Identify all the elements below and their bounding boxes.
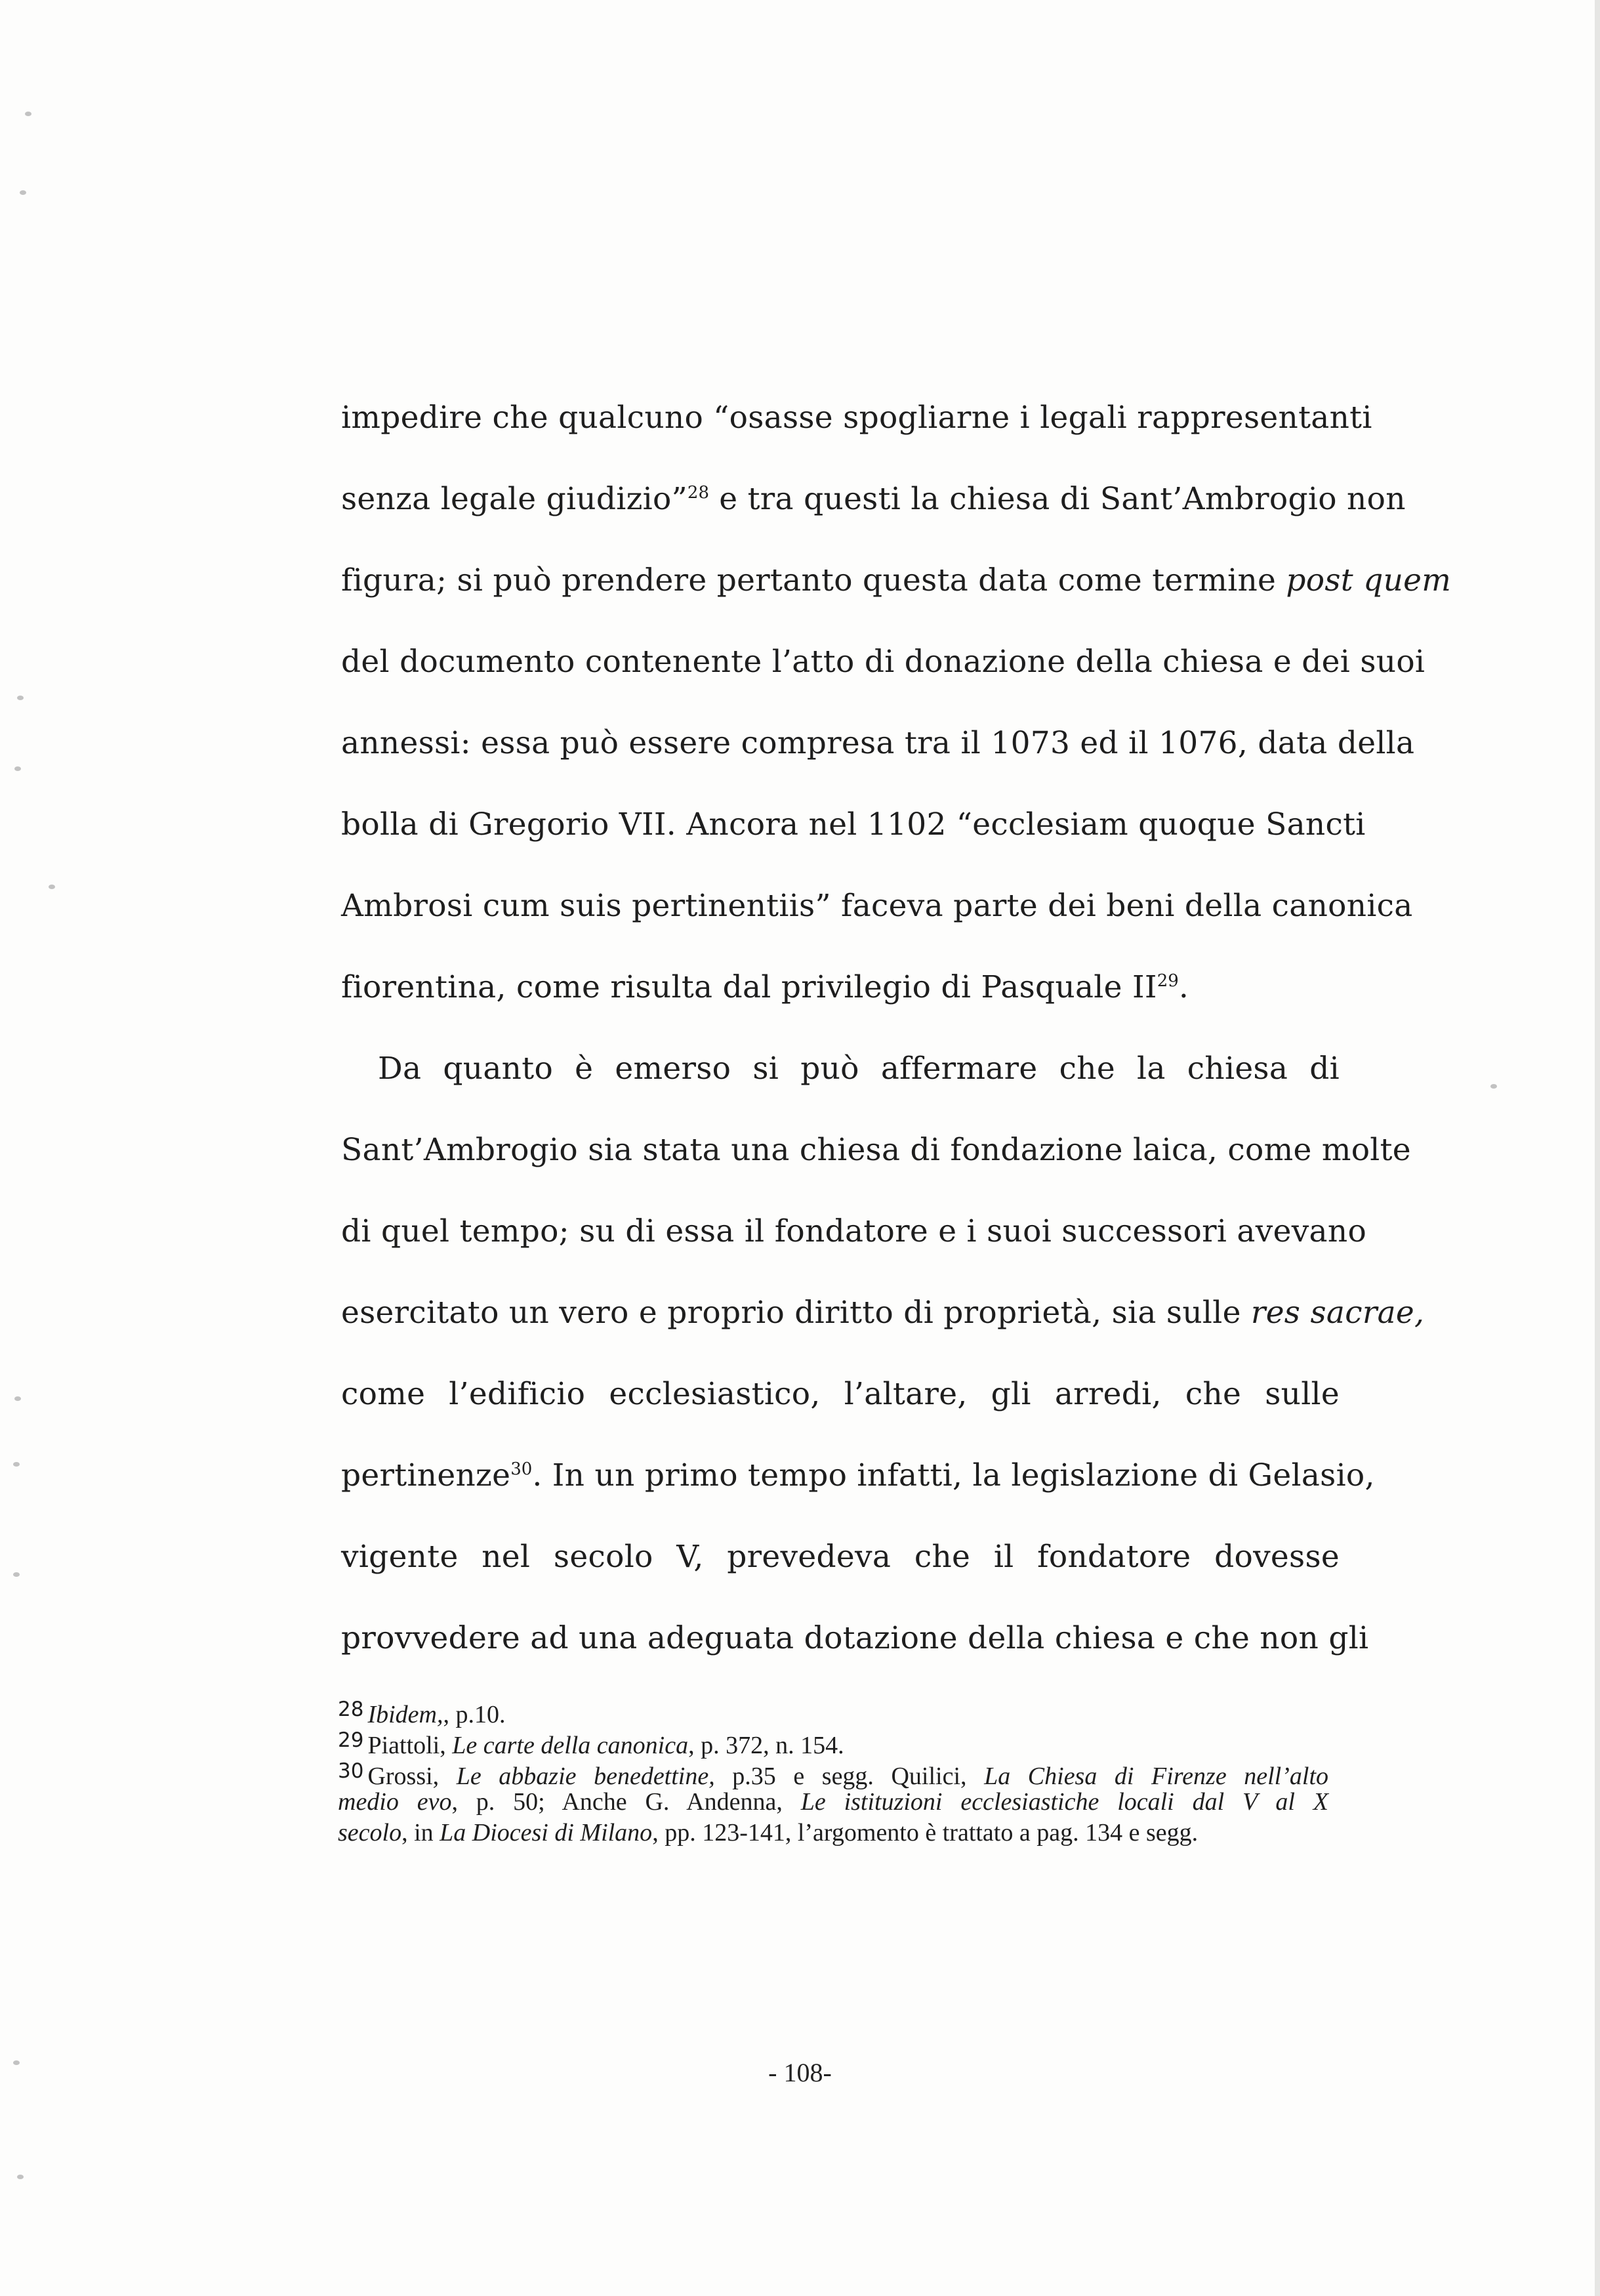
text-run: Sant’Ambrogio sia stata una chiesa di fondazione laica, come molte: [341, 1132, 1411, 1168]
text-run: esercitato un vero e proprio diritto di proprietà, sia sulle: [341, 1295, 1251, 1331]
text-line: [341, 1191, 1367, 1272]
text-line: [341, 1516, 1340, 1598]
text-run: e tra questi la chiesa di Sant’Ambrogio non: [709, 481, 1406, 517]
text-run: Ambrosi cum suis pertinentiis” faceva parte dei beni della canonica: [341, 888, 1413, 924]
text-run: senza legale giudizio”: [341, 481, 687, 517]
text-line: [341, 1598, 1369, 1679]
footnote-italic-text: La Chiesa di Firenze nell’alto: [984, 1763, 1329, 1790]
footnotes: [338, 1694, 1328, 1848]
footnote-text: p.35 e segg. Quilici,: [714, 1763, 985, 1790]
scan-speck: [20, 190, 26, 195]
text-run: pertinenze: [341, 1457, 511, 1493]
footnote-italic-text: secolo: [338, 1819, 402, 1847]
footnote-reference: 28: [687, 483, 709, 503]
page-number: - 108-: [768, 2058, 832, 2087]
scan-speck: [25, 112, 31, 116]
footnote-line: [338, 1818, 1328, 1848]
footnote-reference: 29: [1157, 971, 1179, 991]
text-run: Da quanto è emerso si può affermare che la chiesa di: [378, 1051, 1340, 1087]
text-line: [341, 1028, 1340, 1110]
text-line: [341, 703, 1415, 784]
footnote-italic-text: medio evo: [338, 1788, 452, 1816]
footnote-italic-text: Le carte della canonica: [452, 1732, 689, 1759]
text-line: [341, 1435, 1375, 1516]
footnote-line: [338, 1725, 1328, 1759]
text-line: [341, 1272, 1425, 1354]
text-run: . In un primo tempo infatti, la legislazione di Gelasio,: [532, 1457, 1375, 1493]
text-line: [341, 1354, 1340, 1435]
text-run: bolla di Gregorio VII. Ancora nel 1102 “ecclesiam quoque Sancti: [341, 806, 1366, 843]
text-run: annessi: essa può essere compresa tra il 1073 ed il 1076, data della: [341, 725, 1415, 761]
text-line: [341, 866, 1413, 947]
footnote-reference: 30: [510, 1459, 533, 1479]
footnote-number: 30: [338, 1759, 364, 1783]
footnote-number: 29: [338, 1728, 364, 1752]
footnote-italic-text: Le abbazie benedettine,: [456, 1763, 715, 1790]
text-line: [341, 1110, 1411, 1191]
scan-speck: [49, 885, 55, 889]
scan-speck: [13, 1462, 20, 1467]
footnote-text: , p.10.: [443, 1701, 506, 1728]
text-line: [341, 621, 1426, 703]
text-run: impedire che qualcuno “osasse spogliarne i legali rappresentanti: [341, 400, 1372, 436]
footnote-line: [338, 1756, 1329, 1790]
text-run: come l’edificio ecclesiastico, l’altare, gli arredi, che sulle: [341, 1376, 1340, 1412]
text-run: figura; si può prendere pertanto questa data come termine: [341, 562, 1286, 598]
text-run: vigente nel secolo V, prevedeva che il fondatore dovesse: [341, 1539, 1340, 1575]
footnote-text: , p. 50; Anche G. Andenna,: [451, 1788, 801, 1816]
scan-speck: [1490, 1084, 1497, 1089]
italic-text: res sacrae,: [1250, 1295, 1425, 1331]
footnote-line: [338, 1694, 1328, 1728]
scan-speck: [13, 1572, 20, 1577]
text-line: [341, 540, 1452, 621]
text-run: del documento contenente l’atto di donazione della chiesa e dei suoi: [341, 644, 1426, 680]
text-line: [341, 947, 1340, 1028]
footnote-italic-text: Ibidem,: [367, 1701, 443, 1728]
footnote-italic-text: La Diocesi di Milano: [440, 1819, 653, 1847]
text-line: [341, 377, 1372, 459]
text-run: fiorentina, come risulta dal privilegio di Pasquale II: [341, 969, 1157, 1005]
scan-speck: [14, 1396, 21, 1401]
footnote-text: Grossi,: [367, 1763, 457, 1790]
text-line: [341, 459, 1406, 540]
footnote-number: 28: [338, 1698, 364, 1721]
footnote-text: , in: [401, 1819, 440, 1847]
footnote-italic-text: Le istituzioni ecclesiastiche locali dal V al X: [800, 1788, 1328, 1816]
text-run: di quel tempo; su di essa il fondatore e i suoi successori avevano: [341, 1213, 1367, 1249]
footnote-text: , pp. 123-141, l’argomento è trattato a pag. 134 e segg.: [652, 1819, 1199, 1847]
footnote-text: , p. 372, n. 154.: [688, 1732, 844, 1759]
scan-edge-shadow: [1595, 0, 1600, 2296]
scan-speck: [17, 696, 24, 700]
text-run: provvedere ad una adeguata dotazione della chiesa e che non gli: [341, 1620, 1369, 1656]
scan-speck: [14, 766, 21, 771]
text-run: .: [1178, 969, 1189, 1005]
text-line: [341, 784, 1366, 866]
footnote-text: Piattoli,: [367, 1732, 453, 1759]
body-text: [341, 377, 1452, 1679]
footnote-line: [338, 1787, 1328, 1818]
italic-text: post quem: [1286, 562, 1452, 598]
scan-speck: [17, 2175, 24, 2179]
